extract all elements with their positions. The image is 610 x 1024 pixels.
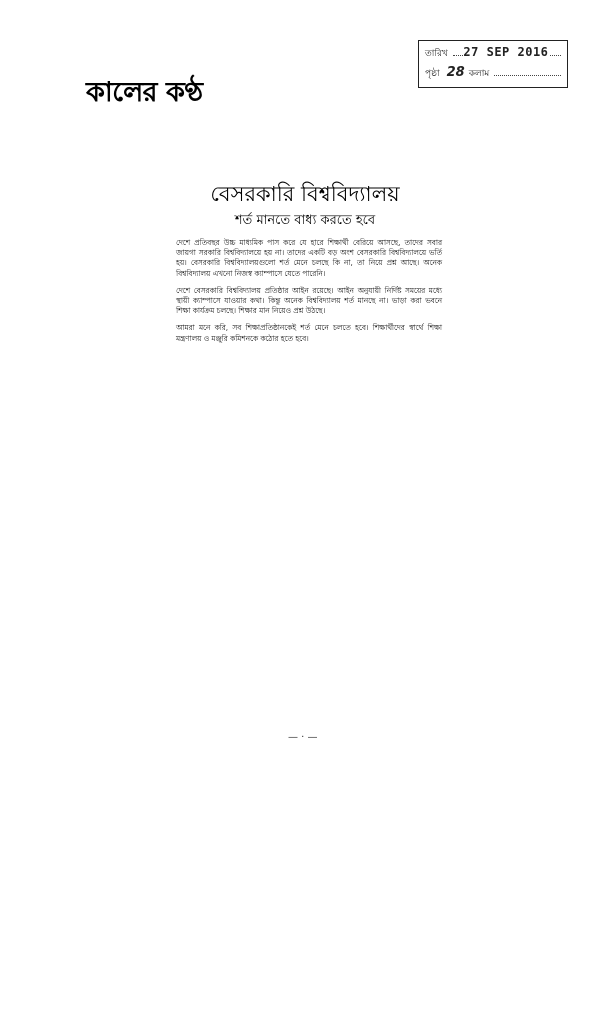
article-headline: বেসরকারি বিশ্ববিদ্যালয় — [210, 182, 400, 206]
stamp-date-label: তারিখ — [425, 49, 448, 59]
article-body — [176, 238, 442, 351]
end-mark: — · — — [288, 732, 318, 743]
article-paragraph: দেশে বেসরকারি বিশ্ববিদ্যালয় প্রতিষ্ঠার আইন রয়েছে। আইন অনুযায়ী নির্দিষ্ট সময়ের মধ্যে স্থায়ী ক্যাম্পাসে যাওয়ার কথা। কিন্তু অনেক বিশ্ববিদ্যালয় শর্ত মানছে না। ভাড়া করা ভবনে শিক্ষা কার্যক্রম চলছে। শিক্ষার মান নিয়েও প্রশ্ন উঠছে। — [176, 285, 442, 316]
article-paragraph: দেশে প্রতিবছর উচ্চ মাধ্যমিক পাস করে যে হারে শিক্ষার্থী বেরিয়ে আসছে, তাদের সবার জায়গা সরকারি বিশ্ববিদ্যালয়ে হয় না। তাদের একটি বড় অংশ বেসরকারি বিশ্ববিদ্যালয়ে ভর্তি হয়। বেসরকারি বিশ্ববিদ্যালয়গুলো শর্ত মেনে চলছে কি না, তা নিয়ে প্রশ্ন আছে। অনেক বিশ্ববিদ্যালয় এখনো নিজস্ব ক্যাম্পাসে যেতে পারেনি। — [176, 238, 442, 278]
article-subheadline: শর্ত মানতে বাধ্য করতে হবে — [234, 213, 376, 228]
stamp-date: 27 SEP 2016 — [463, 45, 549, 59]
stamp-page-number: 28 — [446, 65, 465, 80]
stamp-dots — [453, 47, 464, 56]
stamp-page-row — [425, 65, 561, 85]
article-paragraph: আমরা মনে করি, সব শিক্ষাপ্রতিষ্ঠানকেই শর্ত মেনে চলতে হবে। শিক্ষার্থীদের স্বার্থে শিক্ষা মন্ত্রণালয় ও মঞ্জুরি কমিশনকে কঠোর হতে হবে। — [176, 323, 442, 343]
stamp-dots — [550, 47, 561, 56]
stamp-dots — [494, 67, 561, 76]
stamp-column-label: কলাম — [468, 69, 490, 79]
newspaper-logo: কালের কণ্ঠ — [86, 77, 203, 108]
stamp-date-row — [425, 45, 561, 65]
stamp-page-label: পৃষ্ঠা — [425, 69, 440, 79]
archive-stamp — [418, 40, 568, 88]
